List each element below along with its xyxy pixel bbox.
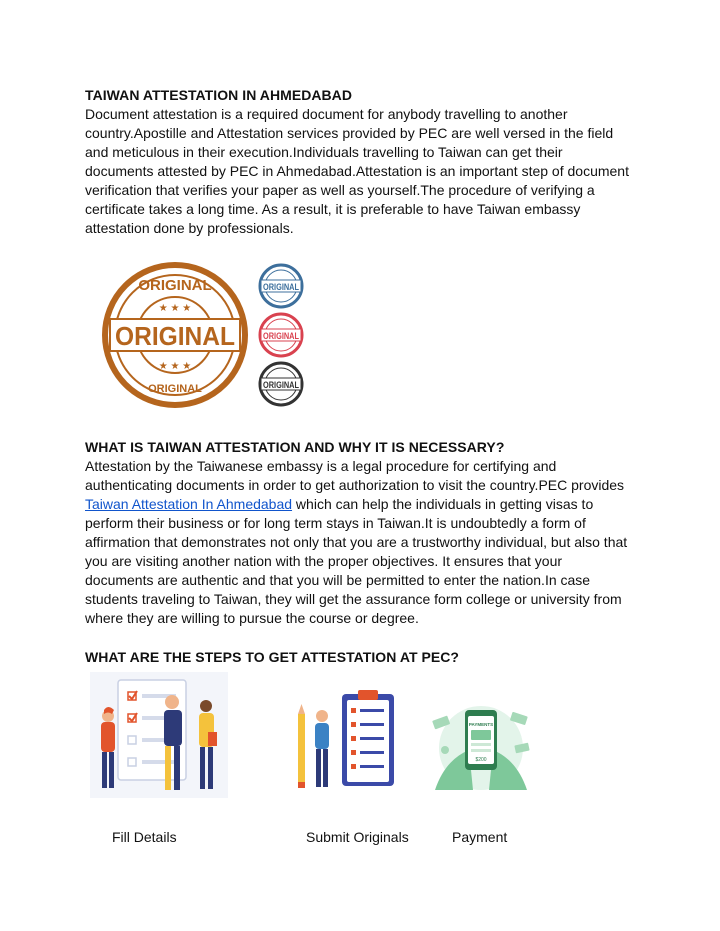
payment-card-label: PAYMENTS [468, 722, 494, 727]
fill-details-illustration [90, 672, 228, 798]
step-label-payment: Payment [452, 829, 508, 845]
paragraph-line: you are visiting another nation with the proper objectives. It ensures that your [85, 553, 563, 569]
star-icon: ★ ★ ★ [158, 361, 192, 372]
paragraph-line: authenticating documents in order to get authorization to visit the country.PEC provides [85, 477, 625, 493]
stamp-bottom-text: ORIGINAL [148, 383, 202, 395]
paragraph-line: documents attested by PEC in Ahmedabad.Attestation is an important step of document [85, 163, 629, 179]
paragraph-line: students traveling to Taiwan, they will get the assurance form college or university from [85, 591, 622, 607]
section-steps [85, 648, 640, 667]
paragraph-text: which can help the individuals in getting visas to [292, 496, 594, 512]
section-what-is-attestation [85, 438, 640, 628]
paragraph-line: where they are willing to pursue the course or degree. [85, 610, 419, 626]
stamp-top-text: ORIGINAL [138, 277, 212, 294]
star-icon: ★ ★ ★ [158, 303, 192, 314]
taiwan-attestation-link[interactable]: Taiwan Attestation In Ahmedabad [85, 496, 293, 512]
payment-illustration [425, 700, 537, 796]
payment-amount: $200 [475, 757, 487, 763]
stamp-small-text: ORIGINAL [263, 331, 300, 341]
stamp-center-text: ORIGINAL [115, 321, 236, 351]
small-red-stamp [260, 314, 302, 356]
stamp-small-text: ORIGINAL [263, 282, 300, 292]
paragraph-line: and meticulous in their execution.Individuals travelling to Taiwan can get their [85, 144, 563, 160]
section-taiwan-attestation [85, 86, 640, 238]
paragraph-line: country.Apostille and Attestation services provided by PEC are well versed in the field [85, 125, 614, 141]
large-original-stamp [105, 265, 245, 405]
paragraph-line [85, 495, 640, 514]
section-heading: TAIWAN ATTESTATION IN AHMEDABAD [85, 87, 353, 103]
paragraph-line: Document attestation is a required document for anybody travelling to another [85, 106, 568, 122]
paragraph-line: affirmation that demonstrates not only that you are a trustworthy individual, but also that [85, 534, 628, 550]
paragraph-line: attestation done by professionals. [85, 220, 294, 236]
small-blue-stamp [260, 265, 302, 307]
small-dark-stamp [260, 363, 302, 405]
step-label-submit-originals: Submit Originals [306, 829, 409, 845]
paragraph-line: certificate takes a long time. As a result, it is preferable to have Taiwan embassy [85, 201, 581, 217]
paragraph-line: documents are authentic and that you will be permitted to enter the nation.In case [85, 572, 591, 588]
original-stamps-image [100, 255, 315, 415]
section-heading: WHAT IS TAIWAN ATTESTATION AND WHY IT IS NECESSARY? [85, 439, 505, 455]
submit-originals-illustration [290, 686, 420, 796]
paragraph-line: perform their business or for long term stays in Taiwan.It is undoubtedly a form of [85, 515, 586, 531]
paragraph-line: Attestation by the Taiwanese embassy is a legal procedure for certifying and [85, 458, 557, 474]
stamp-small-text: ORIGINAL [263, 380, 300, 390]
paragraph-line: verification that verifies your paper as well as yourself.The procedure of verifying a [85, 182, 595, 198]
step-label-fill-details: Fill Details [112, 829, 177, 845]
section-heading: WHAT ARE THE STEPS TO GET ATTESTATION AT PEC? [85, 649, 460, 665]
